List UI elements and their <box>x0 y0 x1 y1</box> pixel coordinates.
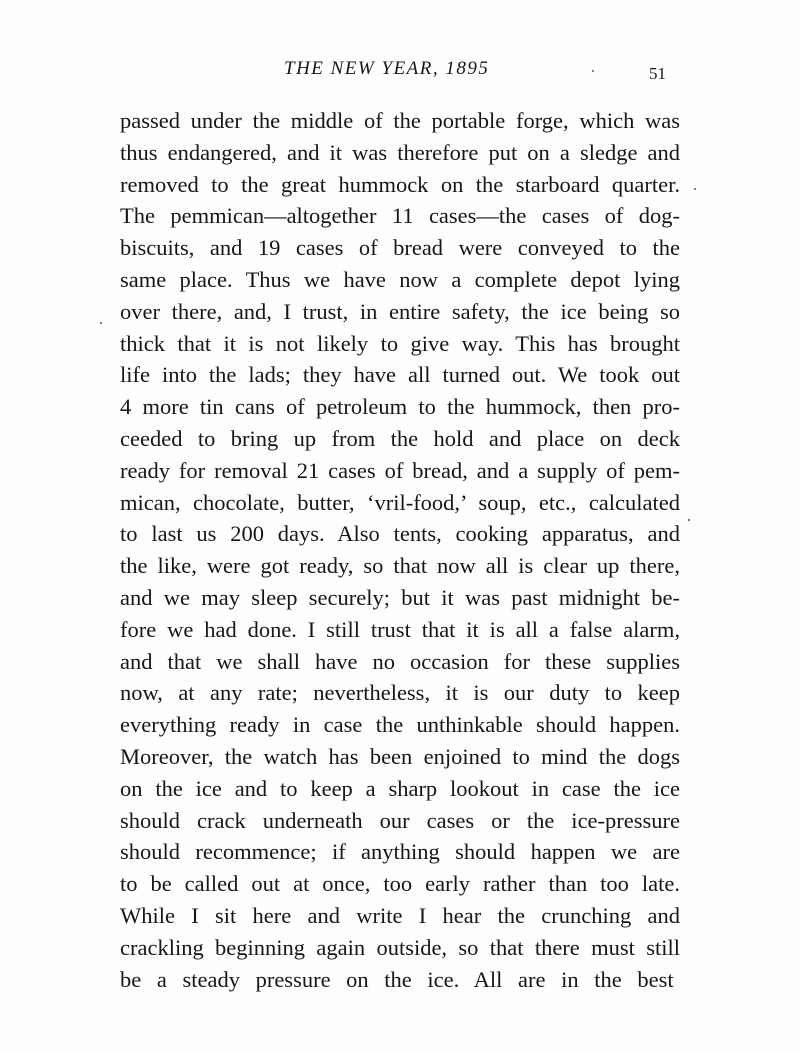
text-line: life into the lads; they have all turned out. We took out <box>120 362 680 388</box>
text-line: While I sit here and write I hear the crunching and <box>120 902 680 928</box>
print-speck <box>694 188 696 190</box>
print-speck <box>688 519 690 521</box>
text-line: 4 more tin cans of petroleum to the hummock, then pro- <box>120 394 680 420</box>
text-line: and that we shall have no occasion for these supplies <box>120 648 680 674</box>
text-line: to last us 200 days. Also tents, cooking apparatus, and <box>120 521 680 547</box>
text-line: thus endangered, and it was therefore put on a sledge and <box>120 139 680 165</box>
text-line: passed under the middle of the portable forge, which was <box>120 108 680 133</box>
running-head <box>0 58 800 88</box>
text-line: fore we had done. I still trust that it is all a false alarm, <box>120 616 680 642</box>
text-line: now, at any rate; nevertheless, it is our duty to keep <box>120 680 680 706</box>
text-line: Moreover, the watch has been enjoined to mind the dogs <box>120 743 680 769</box>
text-line: on the ice and to keep a sharp lookout in case the ice <box>120 775 680 801</box>
text-line: same place. Thus we have now a complete depot lying <box>120 266 680 292</box>
text-line: removed to the great hummock on the starboard quarter. <box>120 171 680 197</box>
print-speck <box>100 322 102 324</box>
running-title: THE NEW YEAR, 1895 <box>284 58 490 79</box>
text-line: should recommence; if anything should happen we are <box>120 839 680 865</box>
print-speck <box>592 70 594 72</box>
text-line: everything ready in case the unthinkable should happen. <box>120 712 680 738</box>
text-line: crackling beginning again outside, so that there must still <box>120 934 680 960</box>
text-line: The pemmican—altogether 11 cases—the cases of dog- <box>120 203 680 229</box>
page-number: 51 <box>649 64 666 83</box>
text-line: thick that it is not likely to give way. This has brought <box>120 330 680 356</box>
text-line: ceeded to bring up from the hold and place on deck <box>120 425 680 451</box>
text-line: be a steady pressure on the ice. All are in the best <box>120 966 674 992</box>
text-line: ready for removal 21 cases of bread, and a supply of pem- <box>120 457 680 483</box>
text-line: over there, and, I trust, in entire safety, the ice being so <box>120 298 680 324</box>
text-line: and we may sleep securely; but it was past midnight be- <box>120 584 680 610</box>
text-line: should crack underneath our cases or the ice-pressure <box>120 807 680 833</box>
text-line: to be called out at once, too early rather than too late. <box>120 871 680 897</box>
text-line: biscuits, and 19 cases of bread were conveyed to the <box>120 235 680 261</box>
text-line: the like, were got ready, so that now all is clear up there, <box>120 553 680 579</box>
text-line: mican, chocolate, butter, ‘vril-food,’ soup, etc., calculated <box>120 489 680 515</box>
body-text <box>120 105 680 995</box>
